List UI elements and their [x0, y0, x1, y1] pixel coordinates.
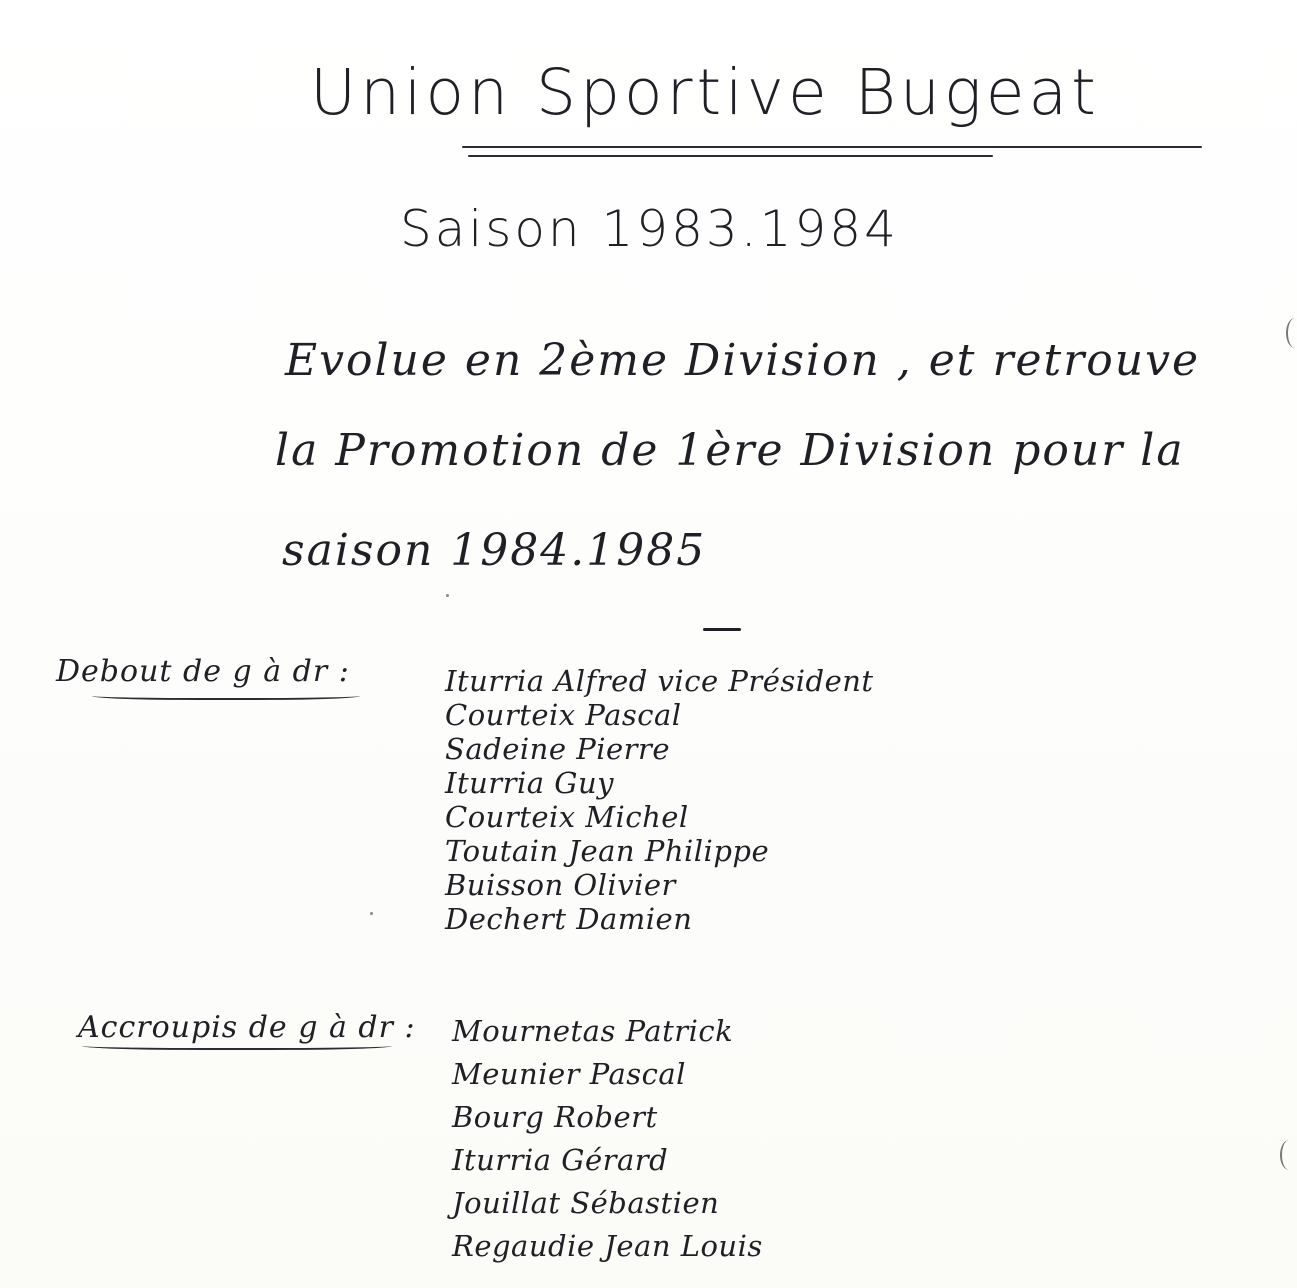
list-item: Mournetas Patrick	[452, 1014, 734, 1048]
crouching-label: Accroupis de g à dr :	[78, 1010, 416, 1045]
list-item: Iturria Alfred vice Président	[445, 664, 874, 698]
intro-line-3: saison 1984.1985	[282, 525, 707, 576]
standing-label-underline	[92, 690, 360, 700]
list-item: Courteix Michel	[445, 800, 689, 834]
page-title: Union Sportive Bugeat	[310, 56, 1100, 129]
list-item: Dechert Damien	[445, 902, 693, 936]
title-underline-secondary	[468, 155, 993, 157]
title-underline	[462, 146, 1202, 148]
crouching-names-list	[452, 1010, 763, 1268]
list-item: Iturria Gérard	[452, 1143, 669, 1177]
ink-speck	[446, 594, 449, 597]
list-item: Regaudie Jean Louis	[452, 1229, 763, 1263]
separator-dash	[703, 628, 741, 631]
list-item: Courteix Pascal	[445, 698, 682, 732]
season-heading: Saison 1983.1984	[400, 200, 899, 258]
standing-names-list	[445, 664, 874, 936]
list-item: Iturria Guy	[445, 766, 615, 800]
list-item: Bourg Robert	[452, 1100, 658, 1134]
list-item: Toutain Jean Philippe	[445, 834, 770, 868]
list-item: Meunier Pascal	[452, 1057, 686, 1091]
list-item: Buisson Olivier	[445, 868, 676, 902]
crouching-label-underline	[82, 1040, 392, 1050]
list-item: Jouillat Sébastien	[452, 1186, 720, 1220]
binding-hole-mark	[1286, 318, 1297, 348]
ink-speck	[370, 912, 373, 915]
standing-label: Debout de g à dr :	[56, 654, 350, 689]
intro-line-2: la Promotion de 1ère Division pour la	[275, 425, 1185, 476]
list-item: Sadeine Pierre	[445, 732, 671, 766]
intro-line-1: Evolue en 2ème Division , et retrouve	[285, 335, 1200, 386]
binding-hole-mark	[1280, 1140, 1297, 1170]
